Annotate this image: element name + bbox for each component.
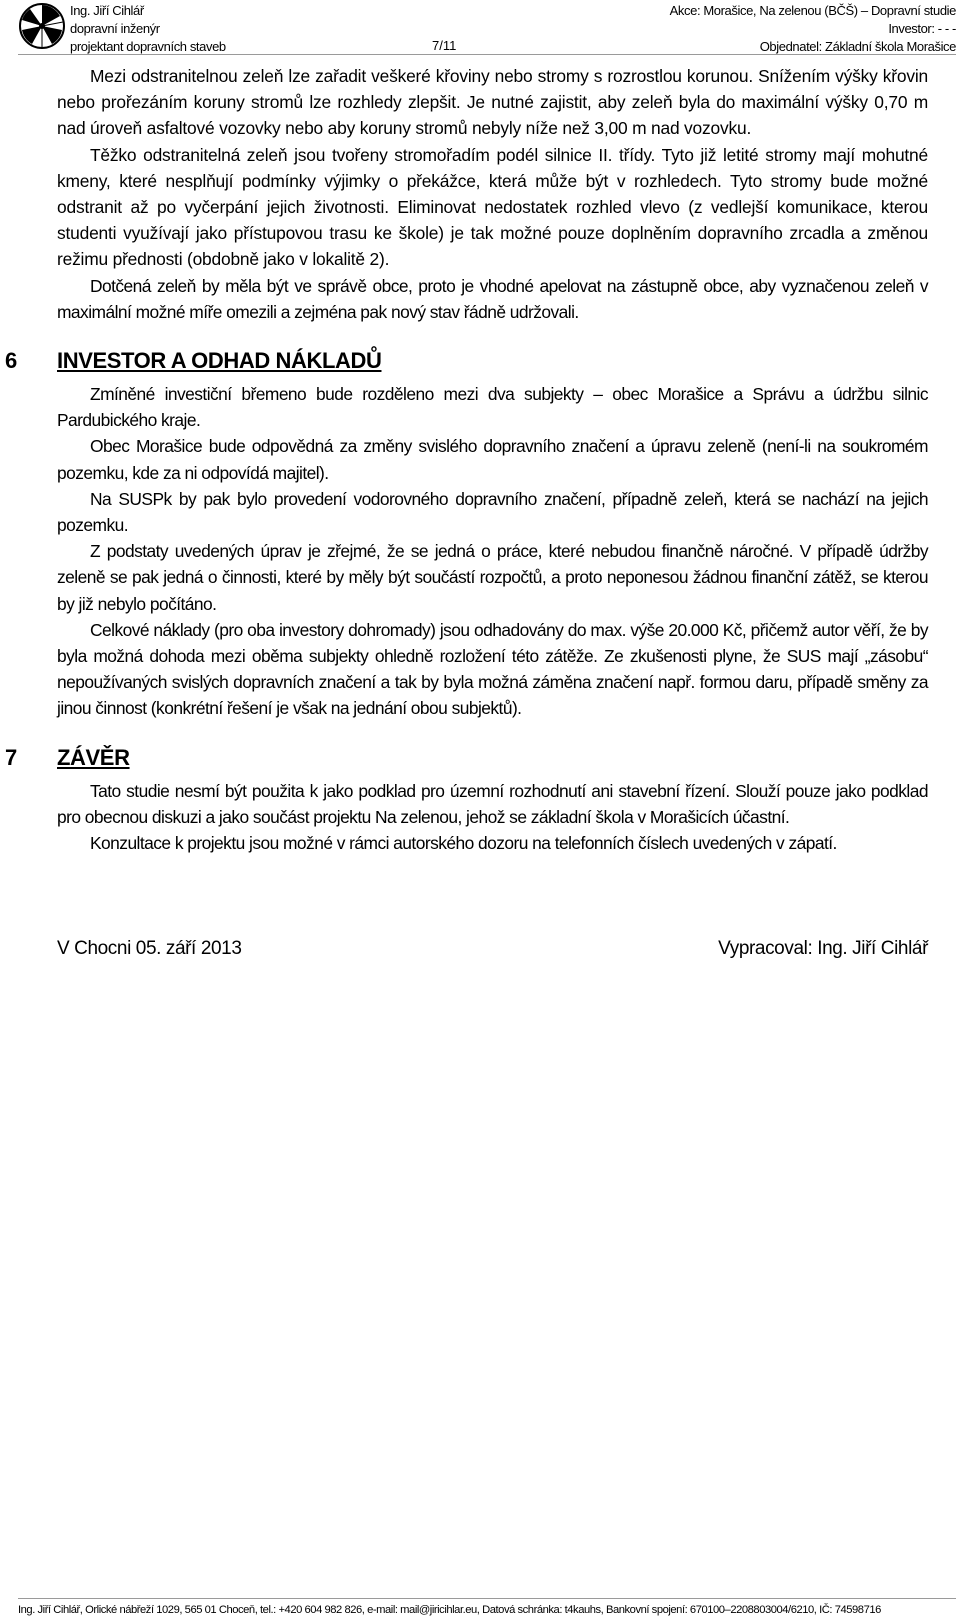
header-author-name: Ing. Jiří Cihlář bbox=[70, 3, 144, 18]
section-number: 6 bbox=[5, 348, 18, 374]
header-project bbox=[670, 2, 956, 56]
paragraph: Na SUSPk by pak bylo provedení vodorovného dopravního značení, případně zeleň, která se nachází na jejich pozemku. bbox=[57, 488, 928, 536]
page-footer: Ing. Jiří Cihlář, Orlické nábřeží 1029, 565 01 Choceň, tel.: +420 604 982 826, e-mail: mail@jiricihlar.eu, Datová schránka: t4kauhs, Bankovní spojení: 670100–2208803004/6210, IČ: 74598716 bbox=[18, 1604, 881, 1616]
section-title: ZÁVĚR bbox=[57, 744, 130, 770]
paragraph: Těžko odstranitelná zeleň jsou tvořeny stromořadím podél silnice II. třídy. Tyto již letité stromy mají mohutné kmeny, které nesplňují podmínky výjimky o překážce, která může být v rozhledech. Tyto stromy bude možné odstranit až po vyčerpání jejich životnosti. Eliminovat nedostatek rozhled vlevo (z vedlejší komunikace, kterou studenti využívají jako přístupovou trasu ke škole) je tak možné pouze doplněním dopravního zrcadla a změnou režimu přednosti (obdobně jako v lokalitě 2). bbox=[57, 144, 928, 270]
footer-divider bbox=[18, 1598, 956, 1599]
page-header bbox=[18, 2, 956, 52]
page-number: 7/11 bbox=[432, 38, 457, 53]
section-heading-7 bbox=[5, 742, 928, 774]
paragraph: Tato studie nesmí být použita k jako podklad pro územní rozhodnutí ani stavební řízení. Slouží pouze jako podklad pro obecnou diskuzi a jako součást projektu Na zelenou, jehož se základní škola v Morašicích účastní. bbox=[57, 780, 928, 827]
section-number: 7 bbox=[5, 744, 18, 770]
header-author-role-2: projektant dopravních staveb bbox=[70, 39, 226, 54]
paragraph: Mezi odstranitelnou zeleň lze zařadit veškeré křoviny nebo stromy s rozrostlou korunou. Snížením výšky křovin nebo prořezáním koruny stromů lze rozhledy zlepšit. Je nutné zajistit, aby zeleň byla do maximální výšky 0,70 m nad úroveň asfaltové vozovky nebo aby koruny stromů nebyly níže než 3,00 m nad vozovku. bbox=[57, 66, 928, 139]
header-project-client: Objednatel: Základní škola Morašice bbox=[759, 39, 956, 54]
paragraph: Obec Morašice bude odpovědná za změny svislého dopravního značení a úpravu zeleně (není-li na soukromém pozemku, kde za ni odpovídá majitel). bbox=[57, 436, 928, 483]
logo-wheel-icon bbox=[18, 2, 66, 50]
paragraph: Z podstaty uvedených úprav je zřejmé, že se jedná o práce, které nebudou finančně náročné. V případě údržby zeleně se pak jedná o činnosti, které by měly být součástí rozpočtů, a proto neponesou žádnou finanční zátěž, se kterou by již nebylo počítáno. bbox=[57, 541, 928, 614]
author-signature: Vypracoval: Ing. Jiří Cihlář bbox=[718, 938, 928, 959]
header-project-investor: Investor: - - - bbox=[888, 21, 956, 36]
header-project-action: Akce: Morašice, Na zelenou (BČŠ) – Dopravní studie bbox=[669, 3, 956, 18]
place-date: V Chocni 05. září 2013 bbox=[57, 938, 242, 959]
paragraph: Celkové náklady (pro oba investory dohromady) jsou odhadovány do max. výše 20.000 Kč, přičemž autor věří, že by byla možná dohoda mezi oběma subjekty ohledně rozložení této zátěže. Ze zkušenosti plyne, že SUS mají „zásobu“ nepoužívaných svislých dopravních značení a tak by byla možná záměna značení např. formou daru, případě směny za jinou činnost (konkrétní řešení je však na jednání obou subjektů). bbox=[57, 619, 928, 719]
header-author bbox=[70, 2, 226, 56]
paragraph: Dotčená zeleň by měla být ve správě obce, proto je vhodné apelovat na zástupně obce, aby vyznačenou zeleň v maximální možné míře omezili a zejména pak nový stav řádně udržovali. bbox=[57, 275, 928, 322]
section-title: INVESTOR A ODHAD NÁKLADŮ bbox=[57, 348, 382, 374]
document-body bbox=[5, 63, 928, 856]
header-divider bbox=[18, 54, 956, 55]
paragraph: Zmíněné investiční břemeno bude rozděleno mezi dva subjekty – obec Morašice a Správu a údržbu silnic Pardubického kraje. bbox=[57, 384, 928, 431]
section-heading-6 bbox=[5, 345, 928, 377]
header-author-role: dopravní inženýr bbox=[70, 21, 160, 36]
paragraph: Konzultace k projektu jsou možné v rámci autorského dozoru na telefonních číslech uvedených v zápatí. bbox=[90, 833, 837, 854]
